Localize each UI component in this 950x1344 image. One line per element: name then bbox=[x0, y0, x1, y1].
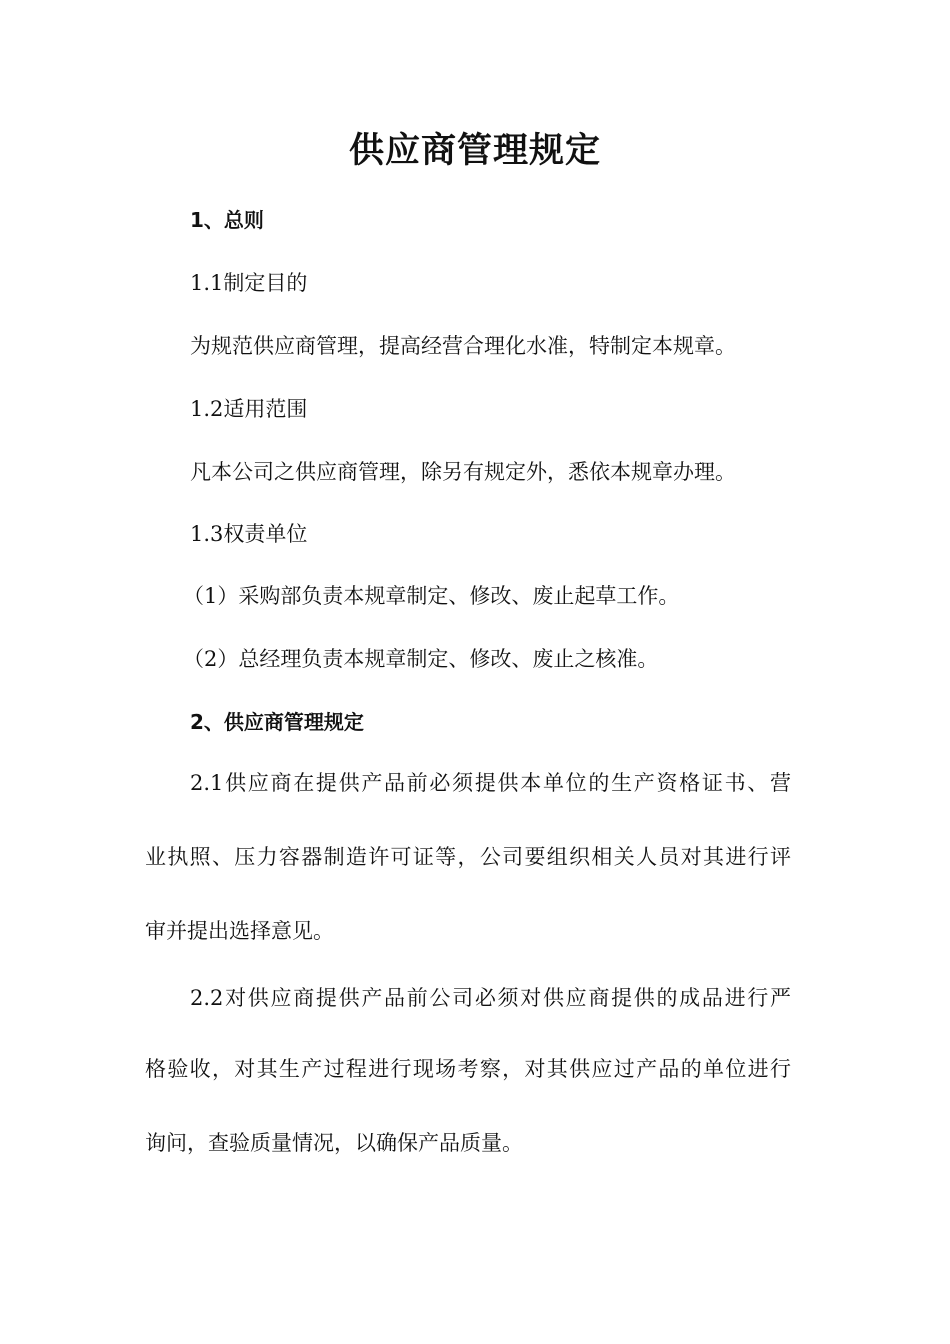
section-1-1-text: 为规范供应商管理，提高经营合理化水准，特制定本规章。 bbox=[190, 334, 736, 358]
section-1-heading: 1、总则 bbox=[190, 208, 264, 232]
paragraph-2-2-line: 格验收，对其生产过程进行现场考察，对其供应过产品的单位进行 bbox=[145, 1057, 791, 1081]
paragraph-2-1-line: 业执照、压力容器制造许可证等，公司要组织相关人员对其进行评 bbox=[145, 845, 791, 869]
section-1-2-heading: 1.2适用范围 bbox=[190, 397, 308, 421]
section-1-3-item: （2）总经理负责本规章制定、修改、废止之核准。 bbox=[183, 647, 659, 671]
section-2-heading: 2、供应商管理规定 bbox=[190, 710, 364, 734]
paragraph-2-2-line: 2.2对供应商提供产品前公司必须对供应商提供的成品进行严 bbox=[190, 986, 791, 1010]
section-1-3-heading: 1.3权责单位 bbox=[190, 522, 308, 546]
document-title: 供应商管理规定 bbox=[348, 131, 601, 171]
section-1-2-text: 凡本公司之供应商管理，除另有规定外，悉依本规章办理。 bbox=[190, 460, 736, 484]
paragraph-2-2-line: 询问，查验质量情况，以确保产品质量。 bbox=[145, 1131, 523, 1155]
paragraph-2-1-line: 2.1供应商在提供产品前必须提供本单位的生产资格证书、营 bbox=[190, 771, 791, 795]
section-1-1-heading: 1.1制定目的 bbox=[190, 271, 308, 295]
section-1-3-item: （1）采购部负责本规章制定、修改、废止起草工作。 bbox=[183, 584, 680, 608]
paragraph-2-1-line: 审并提出选择意见。 bbox=[145, 919, 334, 943]
